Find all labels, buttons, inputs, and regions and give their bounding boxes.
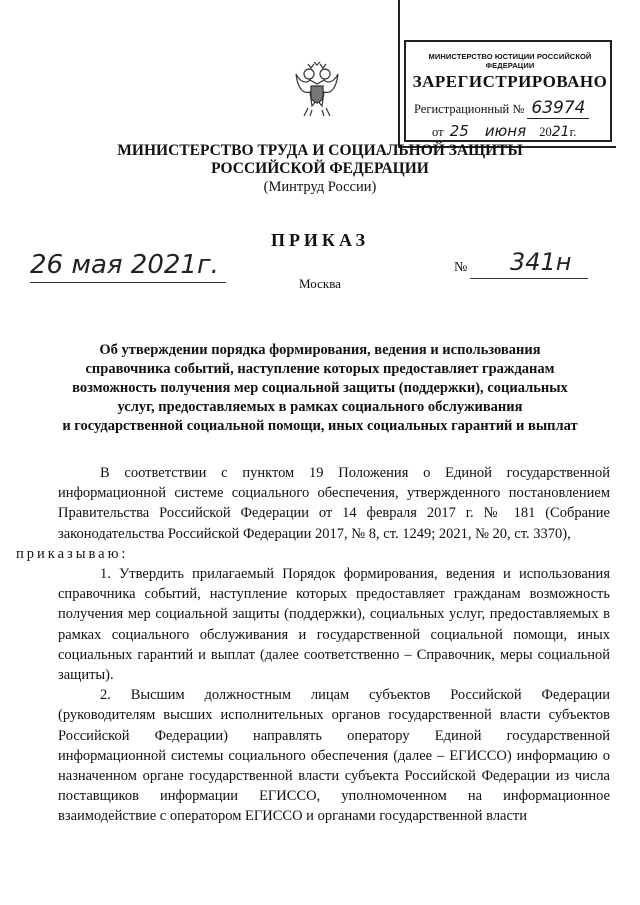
document-title	[40, 341, 600, 436]
stamp-reg-number: 63974	[527, 98, 589, 119]
preamble-text: В соответствии с пунктом 19 Положения о Единой государственной информационной системе социального обеспечения, утвержденного постановлением Правительства Российской Федерации от 14 февраля 2017 г. № 181 (Собрание законодательства Российской Федерации 2017, № 8, ст. 1249; 2021, № 20, ст. 3370),	[58, 465, 610, 542]
order-number: 341н	[510, 248, 572, 276]
title-line: справочника событий, наступление которых предоставляет гражданам	[85, 361, 555, 377]
ministry-line-1: МИНИСТЕРСТВО ТРУДА И СОЦИАЛЬНОЙ ЗАЩИТЫ	[117, 142, 523, 159]
title-line: возможность получения мер социальной защиты (поддержки), социальных	[72, 380, 568, 396]
stamp-date-line	[432, 122, 576, 140]
stamp-reg-label: Регистрационный №	[414, 102, 525, 116]
stamp-date-year-suffix: 21	[551, 124, 570, 140]
stamp-ministry: МИНИСТЕРСТВО ЮСТИЦИИ РОССИЙСКОЙ ФЕДЕРАЦИИ	[428, 52, 592, 70]
preamble-paragraph	[16, 463, 610, 564]
stamp-status: ЗАРЕГИСТРИРОВАНО	[412, 72, 608, 91]
document-type: ПРИКАЗ	[270, 230, 370, 250]
stamp-date-day: 25	[447, 122, 472, 141]
order-word: приказываю:	[16, 545, 129, 562]
stamp-date-suffix: г.	[569, 125, 577, 139]
title-line: услуг, предоставляемых в рамках социального обслуживания	[117, 399, 523, 415]
stamp-date-prefix: от	[432, 125, 444, 139]
title-line: Об утверждении порядка формирования, ведения и использования	[99, 342, 541, 358]
stamp-date-month: июня	[475, 122, 536, 141]
order-date: 26 мая 2021г.	[30, 250, 219, 280]
paragraph-1: 1. Утвердить прилагаемый Порядок формирования, ведения и использования справочника событий, наступление которых предоставляет гражданам возможность получения мер социальной защиты (поддержки), социальных услуг, предоставляемых в рамках социального обслуживания и государственной социальной помощи, иных социальных гарантий и выплат (далее соответственно – Справочник, меры социальной защиты).	[58, 566, 610, 684]
order-number-label: №	[454, 260, 468, 275]
document-body	[16, 463, 610, 827]
stamp-reg-line	[414, 98, 589, 118]
paragraph-2: 2. Высшим должностным лицам субъектов Российской Федерации (руководителям высших исполнительных органов государственной власти субъектов Российской Федерации) направлять оператору Единой государственной информационной системы социального обеспечения (далее – ЕГИССО) информацию о назначенном органе государственной власти субъекта Российской Федерации из числа поставщиков информации ЕГИССО, уполномоченном на информационное взаимодействие с оператором ЕГИССО и органами государственной власти	[58, 687, 610, 825]
ministry-short-name: (Минтруд России)	[263, 179, 377, 195]
registration-stamp	[404, 40, 612, 142]
ministry-name	[0, 142, 640, 178]
coat-of-arms-icon	[294, 60, 340, 118]
ministry-line-2: РОССИЙСКОЙ ФЕДЕРАЦИИ	[211, 160, 429, 177]
title-line: и государственной социальной помощи, иных социальных гарантий и выплат	[62, 418, 578, 434]
city: Москва	[299, 276, 341, 291]
stamp-date-year-prefix: 20	[539, 125, 552, 139]
